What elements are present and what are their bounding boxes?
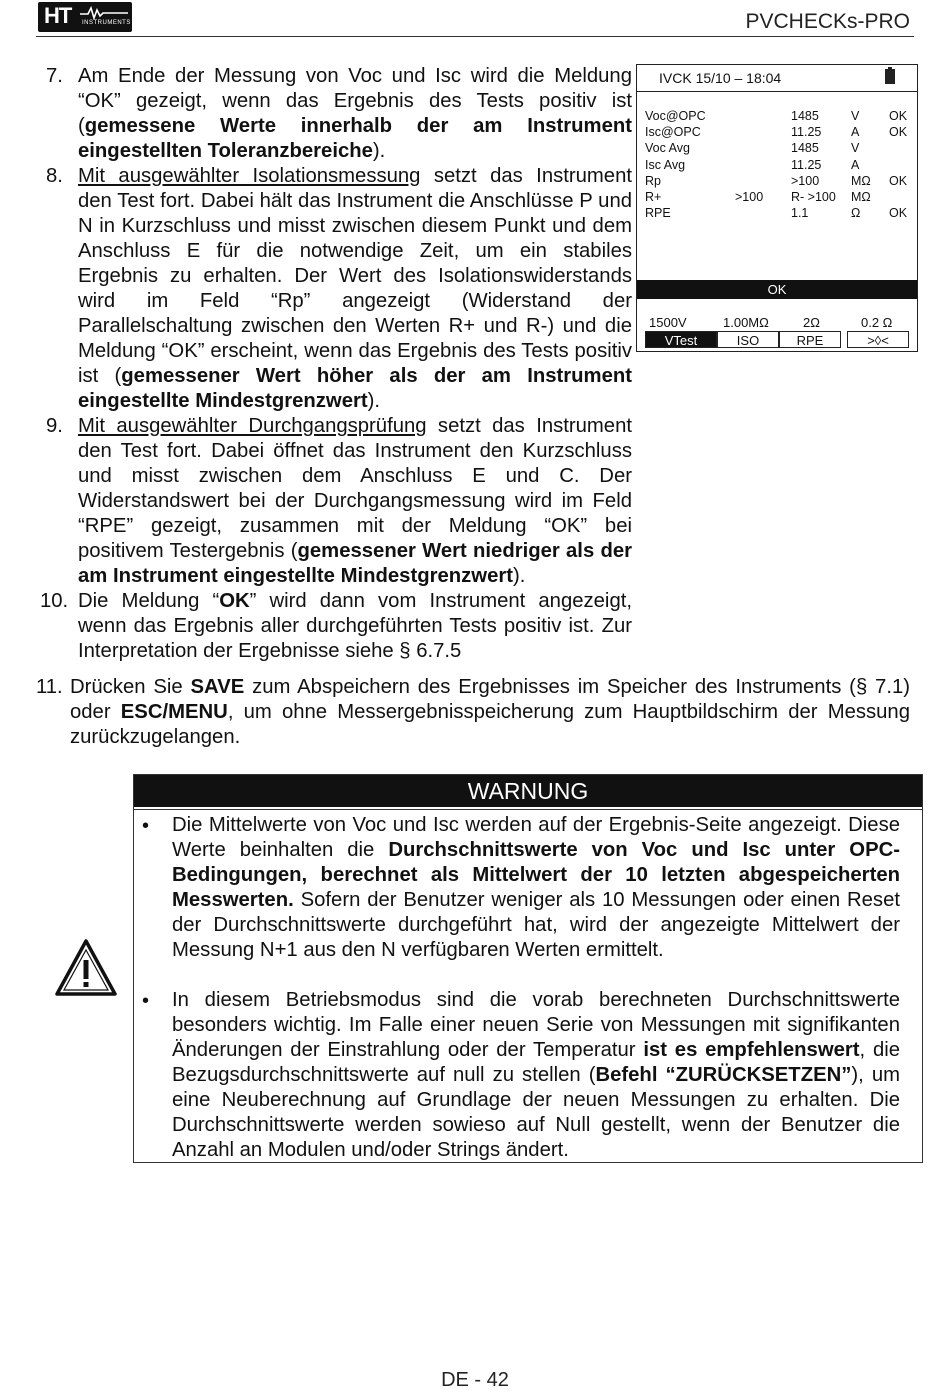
lcd-cell-label: Voc Avg <box>645 141 690 156</box>
warning-2-bold: ist es empfehlenswert <box>643 1039 860 1061</box>
step-11-text-e: , um ohne Messergebnisspeicherung zum Hauptbildschirm der Messung zurückzugelangen. <box>70 701 910 748</box>
lcd-cell-value: 11.25 <box>791 125 822 140</box>
step-9-underline: Mit ausgewählter Durchgangsprüfung <box>78 415 427 437</box>
step-10-text-c: ” wird dann vom Instrument angezeigt, wenn das Ergebnis aller durchgeführten Tests positiv ist. Zur Interpretation der Ergebnisse siehe § 6.7.5 <box>78 590 632 662</box>
logo-text: HT <box>44 3 72 28</box>
lcd-cell-label: Isc@OPC <box>645 125 701 140</box>
ht-instruments-logo <box>38 2 132 32</box>
step-8-text <box>78 164 632 414</box>
step-number: 8. <box>46 165 63 187</box>
softkey-zero[interactable]: >◊< <box>847 331 909 348</box>
warning-2-text-e: ), um eine Neuberechnung auf Grundlage der neuen Messungen zu erhalten. Die Durchschnittswerte werden sowieso auf Null gestellt, wenn der Benutzer die Anzahl an Modulen und/oder Strings ändert. <box>172 1064 901 1161</box>
warning-2-text-c: , die Bezugsdurchschnittswerte auf null zu stellen ( <box>172 1039 901 1086</box>
step-7-text <box>78 64 632 164</box>
warning-1-text-c: Sofern der Benutzer weniger als 10 Messungen oder einen Reset der Durchschnittswerte durchgeführt hat, wird der angezeigte Mittelwert der Messung N+1 aus den N verfügbaren Werten ermittelt. <box>172 889 900 961</box>
softkey-rpe[interactable]: RPE <box>779 331 841 348</box>
step-number: 11. <box>36 676 63 698</box>
step-9-text <box>78 414 632 589</box>
warning-2-text-a: In diesem Betriebsmodus sind die vorab berechneten Durchschnittswerte besonders wichtig. Im Falle einer neuen Serie von Messungen mit signifikanten Änderungen der Einstrahlung oder der Temperatur <box>172 989 900 1061</box>
warning-title: WARNUNG <box>134 775 922 807</box>
step-9-text-c: ). <box>513 565 526 587</box>
lcd-cell-unit: V <box>851 141 860 156</box>
step-number: 9. <box>46 415 63 437</box>
header-divider <box>36 36 914 37</box>
step-10-text <box>78 589 632 664</box>
warning-bullet-1 <box>172 813 900 963</box>
lcd-cell-status: OK <box>889 206 908 221</box>
lcd-softkeys <box>645 331 909 349</box>
lcd-cell-status: OK <box>889 109 908 123</box>
step-number: 10. <box>40 590 69 612</box>
lcd-parameters <box>637 315 917 331</box>
page-number: DE - 42 <box>441 1369 509 1391</box>
lcd-cell-status: OK <box>889 173 908 188</box>
softkey-iso[interactable]: ISO <box>717 331 779 348</box>
model-name: PVCHECKs-PRO <box>745 10 910 33</box>
lcd-cell-label: Voc@OPC <box>645 109 706 123</box>
step-11-text-a: Drücken Sie <box>70 676 191 698</box>
lcd-cell-unit: V <box>851 109 860 123</box>
step-7-text-a: Am Ende der Messung von Voc und Isc wird die Meldung “OK” gezeigt, wenn das Ergebnis des Tests positiv ist ( <box>78 65 632 137</box>
lcd-cell-unit: A <box>851 157 860 172</box>
warning-divider <box>134 809 922 810</box>
lcd-cell-label: R+ <box>645 190 662 204</box>
step-8-underline: Mit ausgewählter Isolationsmessung <box>78 165 421 187</box>
param-offset: 0.2 Ω <box>861 315 893 330</box>
step-9-text-a: setzt das Instrument den Test fort. Dabei öffnet das Instrument den Kurzschluss und misst zwischen dem Anschluss E und C. Der Widerstandswert bei der Durchgangsmessung wird im Feld “RPE” gezeigt, zusammen mit der Meldung “OK” bei positivem Testergebnis ( <box>78 415 633 562</box>
lcd-cell-value: 11.25 <box>791 157 822 172</box>
step-8-bold: gemessener Wert höher als der am Instrument eingestellte Mindestgrenzwert <box>78 365 632 412</box>
logo-subtext: INSTRUMENTS <box>82 20 131 26</box>
warning-triangle-icon <box>54 938 118 998</box>
warning-1-text-a: Die Mittelwerte von Voc und Isc werden auf der Ergebnis-Seite angezeigt. Diese Werte beinhalten die <box>172 814 900 861</box>
step-7-bold: gemessene Werte innerhalb der am Instrument eingestellten Toleranzbereiche <box>78 115 632 162</box>
lcd-cell-unit: Ω <box>851 206 861 221</box>
esc-menu-key-label: ESC/MENU <box>120 701 228 723</box>
step-10-text-a: Die Meldung “ <box>78 590 220 612</box>
step-number: 7. <box>46 65 63 87</box>
lcd-cell-unit: A <box>851 125 860 140</box>
step-11-text <box>70 675 910 750</box>
lcd-cell-value: 1.1 <box>791 206 809 221</box>
instrument-lcd-screen <box>636 64 918 352</box>
lcd-cell-value: R- >100 <box>791 190 836 204</box>
param-rpe-limit: 2Ω <box>803 315 820 330</box>
step-8-text-a: setzt das Instrument den Test fort. Dabei hält das Instrument die Anschlüsse P und N in Kurzschluss und misst zwischen diesem Punkt und dem Anschluss E für die notwendige Zeit, um ein stabiles Ergebnis zu erhalten. Der Wert des Isolationswiderstands wird im Feld “Rp” angezeigt (Widerstand der Parallelschaltung zwischen den Werten R+ und R-) und die Meldung “OK” erscheint, wenn das Ergebnis des Tests positiv ist ( <box>78 165 632 387</box>
lcd-title: IVCK 15/10 – 18:04 <box>659 70 782 86</box>
lcd-header <box>637 65 917 92</box>
lcd-cell-status: OK <box>889 125 908 140</box>
save-key-label: SAVE <box>190 676 245 698</box>
step-7-text-c: ). <box>372 140 386 162</box>
lcd-ok-bar: OK <box>637 280 917 299</box>
step-11-text-c: zum Abspeichern des Ergebnisses im Speicher des Instruments (§ 7.1) oder <box>70 676 911 723</box>
lcd-cell-value: 1485 <box>791 141 819 156</box>
lcd-cell-label: Isc Avg <box>645 157 686 172</box>
lcd-cell-label: Rp <box>645 173 661 188</box>
warning-1-bold: Durchschnittswerte von Voc und Isc unter OPC-Bedingungen, berechnet als Mittelwert der 10 letzten abgespeicherten Messwerten. <box>172 839 900 911</box>
warning-bullet-2 <box>172 988 900 1163</box>
logo-wave-icon <box>80 6 128 20</box>
lcd-cell-mid: >100 <box>735 190 764 204</box>
lcd-cell-unit: MΩ <box>851 190 871 204</box>
step-8-text-c: ). <box>367 390 381 412</box>
bullet-icon: • <box>142 815 150 837</box>
lcd-cell-label: RPE <box>645 206 671 221</box>
lcd-cell-value: >100 <box>791 173 820 188</box>
softkey-vtest[interactable]: VTest <box>645 331 717 348</box>
lcd-cell-value: 1485 <box>791 109 819 123</box>
lcd-cell-unit: MΩ <box>851 173 871 188</box>
bullet-icon: • <box>142 990 150 1012</box>
warning-2-bold-command: Befehl “ZURÜCKSETZEN” <box>595 1064 852 1086</box>
battery-icon <box>885 69 895 84</box>
step-9-bold: gemessener Wert niedriger als der am Instrument eingestellte Mindestgrenzwert <box>78 540 633 587</box>
step-10-bold: OK <box>219 590 250 612</box>
param-voltage: 1500V <box>649 315 687 330</box>
param-iso-limit: 1.00MΩ <box>723 315 769 330</box>
